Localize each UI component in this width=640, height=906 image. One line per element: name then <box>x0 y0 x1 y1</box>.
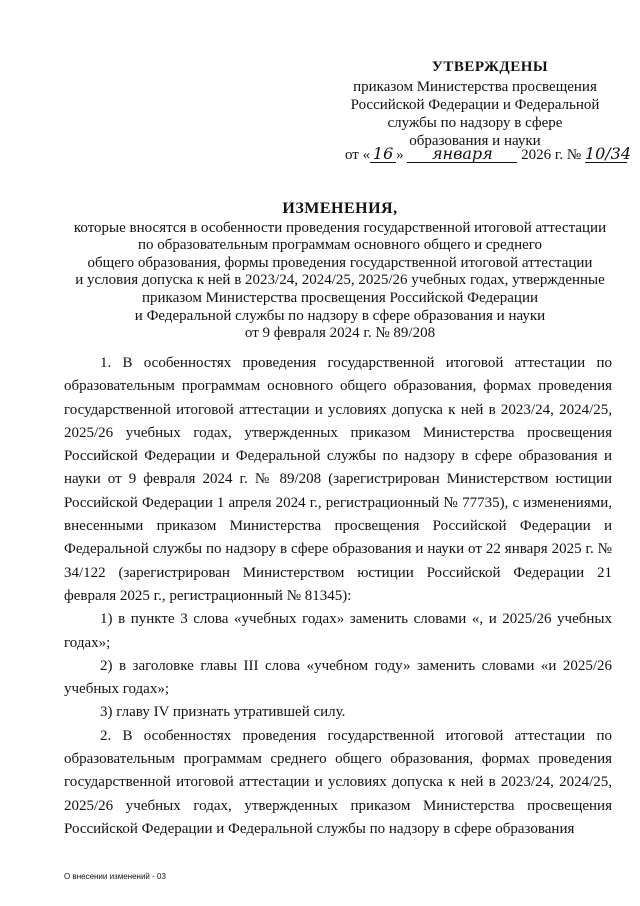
title-line: приказом Министерства просвещения Российской Федерации <box>142 289 538 306</box>
body-paragraph: 2) в заголовке главы III слова «учебном году» заменить словами «и 2025/26 учебных годах»; <box>64 657 612 698</box>
title-line: от 9 февраля 2024 г. № 89/208 <box>244 325 436 342</box>
body-paragraph: 1. В особенностях проведения государственной итоговой аттестации по образовательным программам основного общего образования, формах проведения государственной итоговой аттестации и условиях допуска к ней в 2023/24, 2024/25, 2025/26 учебных годах, утвержденных приказом Министерства просвещения Российской Федерации и Федеральной службы по надзору в сфере образования и науки от 9 февраля 2024 г. № 89/208 (зарегистрирован Министерством юстиции Российской Федерации 1 апреля 2024 г., регистрационный № 77735), с изменениями, внесенными приказом Министерства просвещения Российской Федерации и Федеральной службы по надзору в сфере образования и науки от 22 января 2025 г. № 34/122 (зарегистрирован Министерством юстиции Российской Федерации 21 февраля 2025 г., регистрационный № 81345): <box>64 355 612 604</box>
body-paragraph: 3) главу IV признать утратившей силу. <box>100 704 346 721</box>
body-paragraph: 2. В особенностях проведения государственной итоговой аттестации по образовательным программам среднего общего образования, формах проведения государственной итоговой аттестации и условиях допуска к ней в 2023/24, 2024/25, 2025/26 учебных годах, утвержденных приказом Министерства просвещения Российской Федерации и Федеральной службы по надзору в сфере образования <box>64 727 612 837</box>
date-month-handwritten: января <box>407 146 517 163</box>
body-paragraph: 1) в пункте 3 слова «учебных годах» заменить словами «, и 2025/26 учебных годах»; <box>64 611 612 651</box>
title-heading: ИЗМЕНЕНИЯ, <box>282 200 398 217</box>
date-year: 2026 г. № <box>521 147 582 163</box>
footer-note: О внесении изменений - 03 <box>64 872 166 881</box>
date-prefix: от « <box>345 147 371 163</box>
date-day-handwritten: 16 <box>370 146 396 163</box>
title-line: по образовательным программам основного общего и среднего <box>137 237 543 254</box>
order-number-handwritten: 10/34 <box>584 144 631 163</box>
document-body <box>64 352 612 841</box>
approval-line: образования и науки <box>409 133 541 149</box>
date-mid: » <box>396 147 404 163</box>
document-title <box>40 200 640 343</box>
title-line: и условия допуска к ней в 2023/24, 2024/25, 2025/26 учебных годах, утвержденные <box>75 272 605 289</box>
approval-block <box>330 58 620 150</box>
approval-heading: УТВЕРЖДЕНЫ <box>431 59 549 75</box>
approval-line: Российской Федерации и Федеральной <box>350 97 600 113</box>
approval-line: службы по надзору в сфере <box>387 115 563 131</box>
title-line: и Федеральной службы по надзору в сфере образования и науки <box>134 307 546 324</box>
approval-date <box>345 146 635 164</box>
title-line: общего образования, формы проведения государственной итоговой аттестации <box>87 254 593 271</box>
approval-line: приказом Министерства просвещения <box>353 79 597 95</box>
title-line: которые вносятся в особенности проведения государственной итоговой аттестации <box>73 219 607 236</box>
